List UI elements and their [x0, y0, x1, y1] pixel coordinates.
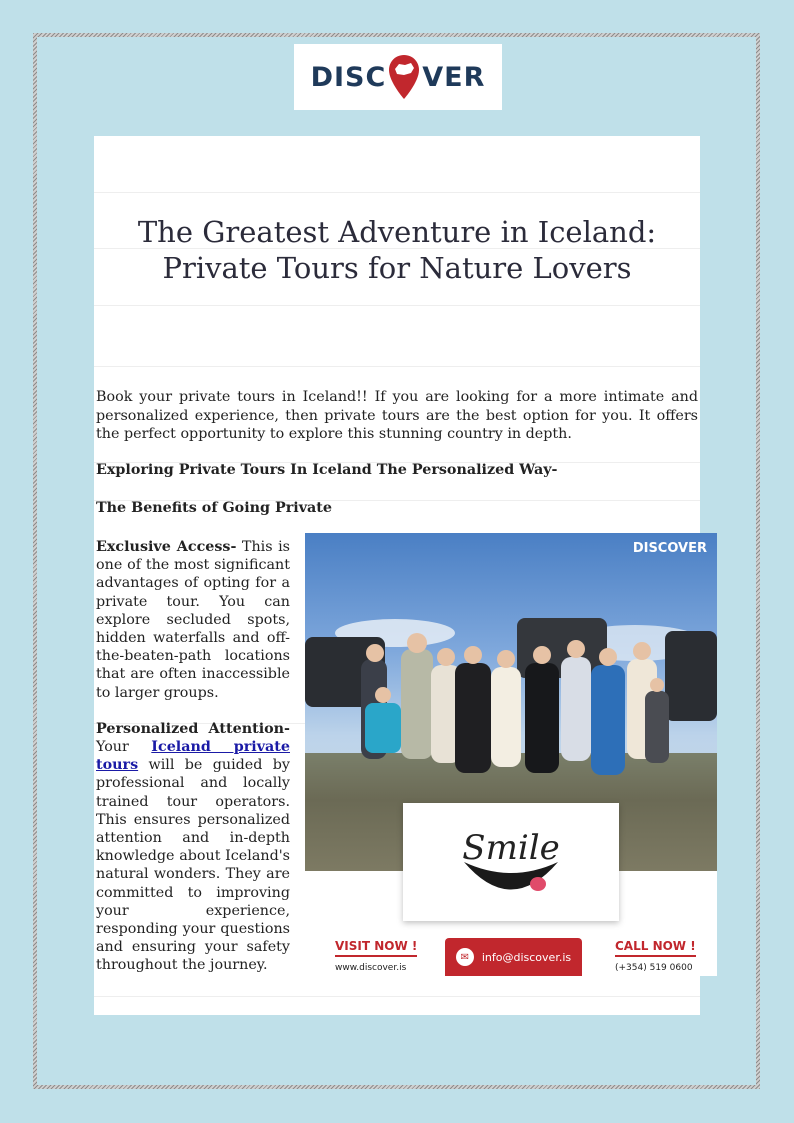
visit-block — [335, 935, 417, 973]
call-block — [615, 935, 696, 973]
discover-logo[interactable] — [294, 44, 502, 110]
smile-text: Smile — [462, 828, 560, 868]
iceland-private-tours-link[interactable]: Iceland private tours — [96, 739, 290, 774]
intro-paragraph: Book your private tours in Iceland!! If you are looking for a more intimate and personalized experience, then private tours are the best option for you. It offers the perfect opportunity to explore this stunning country in depth. — [96, 389, 698, 442]
promo-image — [305, 533, 717, 976]
visit-now-label: VISIT NOW ! — [335, 939, 417, 957]
email-address: info@discover.is — [481, 950, 572, 964]
exclusive-access-paragraph: Exclusive Access- This is one of the most significant advantages of opting for a private tour. You can explore secluded spots, hidden waterfalls and off-the-beaten-path locations that are often inaccessible to larger groups. — [96, 539, 291, 701]
section-heading-benefits: The Benefits of Going Private — [96, 500, 332, 516]
section-heading-exploring: Exploring Private Tours In Iceland The Personalized Way- — [96, 462, 558, 478]
logo-text-right: VER — [422, 61, 486, 93]
phone-number[interactable]: (+354) 519 0600 — [615, 963, 693, 973]
map-pin-icon — [387, 53, 421, 101]
logo-text-left: DISC — [310, 61, 387, 93]
personalized-attention-paragraph: Personalized Attention- Your Iceland private tours will be guided by professional and locally trained tour operators. This ensures personalized attention and in-depth knowledge about Iceland's natural wonders. They are committed to improving your experience, responding your questions and ensuring your safety throughout the journey. — [96, 720, 290, 974]
mail-icon: ✉ — [456, 948, 474, 966]
smile-card — [403, 803, 619, 921]
email-button[interactable] — [445, 938, 582, 976]
website-url[interactable]: www.discover.is — [335, 963, 407, 973]
benefits-column — [96, 538, 290, 993]
page-title: The Greatest Adventure in Iceland: Private Tours for Nature Lovers — [137, 215, 657, 285]
poster-brand: DISCOVER — [632, 541, 707, 556]
call-now-label: CALL NOW ! — [615, 939, 696, 957]
